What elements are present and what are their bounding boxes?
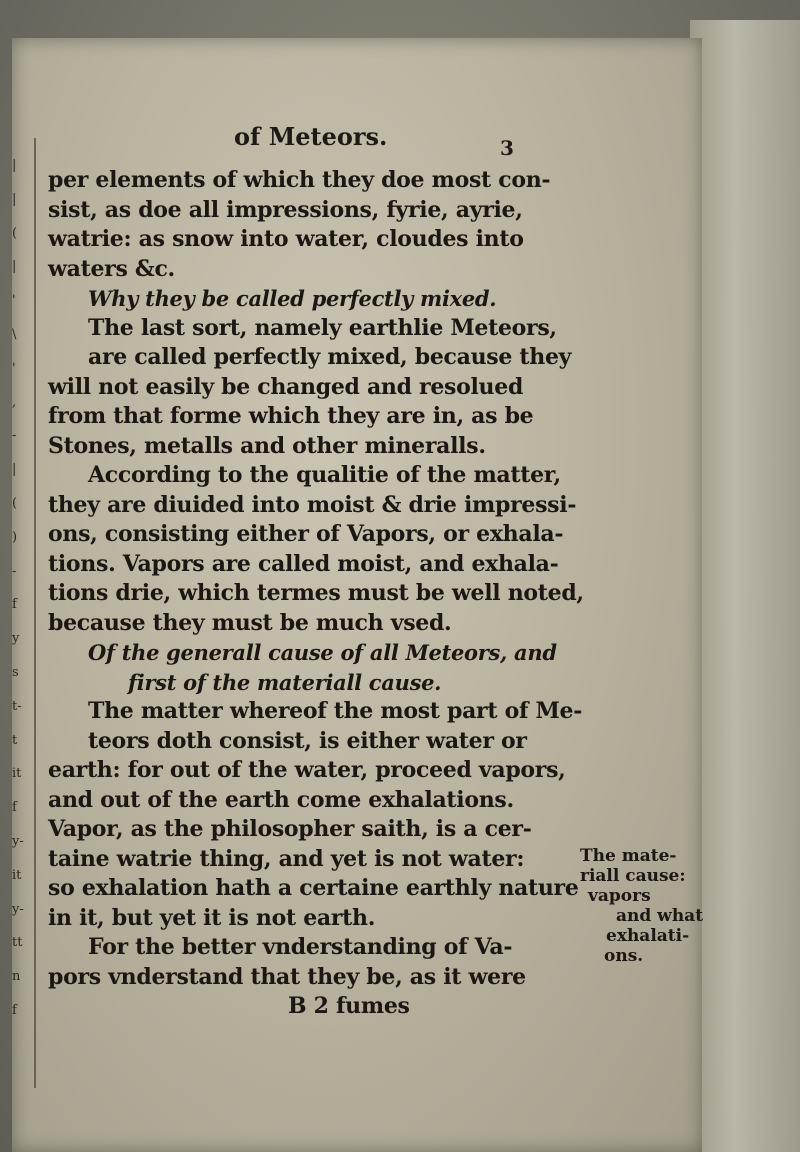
text-line: earth: for out of the water, proceed vapors, [48, 757, 566, 783]
marginal-line: and what [616, 906, 704, 926]
gutter-fragment: y [12, 631, 20, 647]
text-line: tions. Vapors are called moist, and exhala- [48, 550, 559, 577]
text-line: watrie: as snow into water, cloudes into [48, 226, 524, 252]
text-line: are called perfectly mixed, because they [88, 344, 572, 370]
gutter-fragment: ' [12, 293, 16, 309]
gutter-fragments [12, 158, 26, 1018]
text-line: per elements of which they doe most con- [48, 167, 551, 193]
text-line: they are diuided into moist & drie impressi- [48, 491, 577, 518]
gutter-fragment: s [12, 664, 19, 680]
section-heading: Why they be called perfectly mixed. [88, 286, 497, 311]
gutter-fragment: , [12, 394, 17, 410]
book-page [12, 38, 702, 1152]
gutter-fragment: y- [12, 833, 24, 849]
marginal-line: The mate- [580, 846, 677, 866]
text-line: will not easily be changed and resolued [48, 373, 524, 400]
text-line: Vapor, as the philosopher saith, is a cer- [48, 816, 532, 842]
gutter-fragment: | [12, 158, 17, 173]
section-heading: Of the generall cause of all Meteors, and [88, 640, 557, 665]
text-line: Stones, metalls and other mineralls. [48, 432, 486, 459]
marginal-line: riall cause: [580, 866, 686, 886]
gutter-fragment: it [12, 766, 22, 782]
gutter-fragment: ) [12, 529, 18, 545]
running-head [234, 122, 534, 154]
text-line: sist, as doe all impressions, fyrie, ayrie, [48, 196, 523, 223]
text-line: tions drie, which termes must be well noted, [48, 580, 584, 606]
gutter-fragment: f [12, 597, 17, 613]
gutter-fragment: y- [12, 901, 24, 917]
marginal-line: vapors [588, 886, 651, 906]
gutter-fragment: | [12, 191, 17, 207]
text-line: ons, consisting either of Vapors, or exhala- [48, 521, 564, 547]
signature-catchword: B 2 fumes [288, 993, 410, 1019]
gutter-fragment: | [12, 259, 17, 275]
text-line: For the better vnderstanding of Va- [88, 934, 513, 960]
gutter-fragment: | [12, 462, 17, 478]
facing-page-edge [690, 20, 800, 1152]
text-line: from that forme which they are in, as be [48, 403, 534, 429]
gutter-fragment: f [12, 800, 17, 816]
text-line: and out of the earth come exhalations. [48, 786, 514, 813]
text-line: so exhalation hath a certaine earthly nature [48, 875, 579, 901]
gutter-fragment: - [12, 428, 17, 444]
margin-rule [34, 138, 36, 1088]
text-line: The last sort, namely earthlie Meteors, [88, 314, 557, 341]
text-line: teors doth consist, is either water or [88, 727, 527, 754]
marginal-line: exhalati- [606, 926, 690, 946]
text-line: because they must be much vsed. [48, 609, 452, 636]
gutter-fragment: ' [12, 360, 16, 376]
gutter-fragment: - [12, 563, 17, 579]
text-line: waters &c. [48, 255, 175, 282]
text-line: taine watrie thing, and yet is not water: [48, 845, 525, 872]
gutter-fragment: n [12, 969, 21, 985]
section-heading: first of the materiall cause. [128, 669, 442, 695]
page-number: 3 [500, 136, 514, 160]
gutter-fragment: it [12, 867, 22, 883]
gutter-fragment: ( [12, 495, 18, 511]
running-head-title: of Meteors. [234, 122, 388, 151]
text-line: The matter whereof the most part of Me- [88, 698, 583, 724]
text-line: pors vnderstand that they be, as it were [48, 963, 526, 990]
marginal-note [580, 846, 704, 966]
gutter-fragment: f [12, 1002, 17, 1018]
text-line: According to the qualitie of the matter, [88, 462, 561, 488]
gutter-fragment: t- [12, 698, 22, 714]
gutter-fragment: t [12, 732, 18, 748]
gutter-fragment: tt [12, 935, 23, 951]
gutter-fragment: \ [12, 326, 17, 342]
body-text [48, 166, 608, 1022]
gutter-fragment: ( [12, 225, 18, 241]
marginal-line: ons. [604, 946, 644, 966]
text-line: in it, but yet it is not earth. [48, 904, 376, 931]
